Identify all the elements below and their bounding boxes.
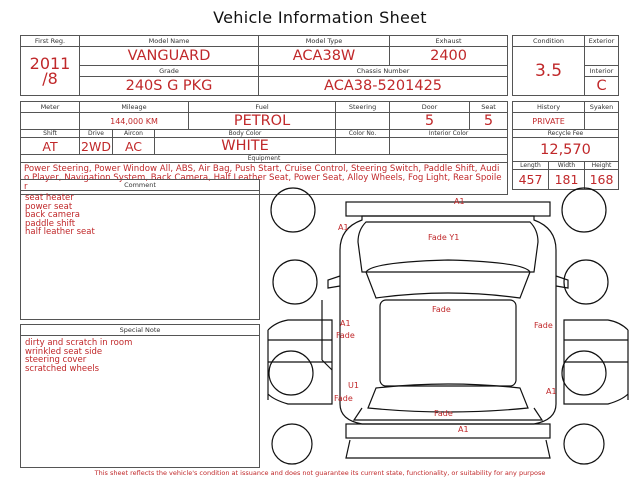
first-reg-month: /8 [42,69,58,88]
mark-right-rear: A1 [546,387,557,396]
special-note-label: Special Note [21,325,259,336]
drive-value: 2WD [81,138,111,154]
mark-left-rear: U1 [348,381,359,390]
aircon-label: Aircon [113,130,155,138]
first-reg-label: First Reg. [21,36,80,47]
wheel-front-left [271,188,315,232]
list-item: scratched wheels [25,363,100,374]
mileage-label: Mileage [80,102,189,113]
history-label: History [513,102,585,113]
recycle-fee-value: 12,570 [513,138,619,162]
condition-label: Condition [513,36,585,47]
mark-front-bumper: A1 [454,197,465,206]
syaken-value [585,113,619,130]
seat-value: 5 [470,113,508,130]
width-value: 181 [549,170,585,190]
mark-roof: Fade [432,305,451,314]
list-item: dirty and scratch in room [25,338,133,348]
list-item: back camera [25,210,80,221]
body-color-value: WHITE [155,138,336,155]
meter-value [21,113,80,130]
grade-label: Grade [80,66,259,77]
grade-value: 240S G PKG [80,77,259,96]
list-item: paddle shift [25,218,76,229]
footer-disclaimer: This sheet reflects the vehicle's condition at issuance and does not guarantee its current state, functionality, or suitability for any purpose [94,469,546,477]
body-color-label: Body Color [155,130,336,138]
comment-box [20,179,260,320]
model-name-value: VANGUARD [80,47,259,66]
width-label: Width [549,162,585,170]
wheel-mid-left [273,260,317,304]
meter-label: Meter [21,102,80,113]
list-item: steering cover [25,355,87,366]
model-type-value: ACA38W [259,47,390,66]
car-body-outline [340,216,556,424]
mark-left-door-2: Fade [336,331,355,340]
wheel-mid-right [564,260,608,304]
car-damage-diagram [262,180,634,466]
door-label: Door [390,102,470,113]
first-reg-value [21,47,80,96]
height-value: 168 [585,170,619,190]
interior-label: Interior [585,66,619,77]
seat-label: Seat [470,102,508,113]
spare-wheel-left [272,424,312,464]
rear-bumper-outline [346,424,550,438]
list-item: half leather seat [25,227,95,238]
interior-color-value [390,138,508,155]
chassis-number-value: ACA38-5201425 [259,77,508,96]
steering-label: Steering [336,102,390,113]
exterior-value [585,47,619,66]
comment-list [25,194,259,237]
condition-grid [512,35,619,190]
shift-value: AT [21,138,80,155]
exterior-label: Exterior [585,36,619,47]
mileage-value: 144,000 KM [80,113,189,130]
right-mirror [556,276,568,288]
drive-label: Drive [80,130,113,138]
chassis-number-label: Chassis Number [259,66,508,77]
condition-value: 3.5 [513,47,585,96]
list-item: seat heater [25,193,74,203]
mark-left-door: A1 [340,319,351,328]
color-no-label: Color No. [336,130,390,138]
door-value: 5 [390,113,470,130]
comment-label: Comment [21,180,259,191]
vehicle-info-grid [20,35,508,195]
fuel-value: PETROL [189,113,336,130]
front-bumper-outline [346,202,550,216]
mark-rear-bumper: A1 [458,425,469,434]
equipment-value: Power Steering, Power Window All, ABS, Air Bag, Push Start, Cruise Control, Steering Switch, Paddle Shift, Audio Player, Navigation System, Back Camera, Half Leather Seat, Power Seat, Alloy Wheels, Fog Light, Rear Spoiler [21,163,508,195]
mark-right-door: Fade [534,321,553,330]
special-note-list [25,339,259,373]
wheel-front-right [562,188,606,232]
height-label: Height [585,162,619,170]
first-reg-year: 2011 [29,54,71,73]
interior-value: C [585,77,619,96]
wheel-rear-left [269,351,313,395]
exhaust-label: Exhaust [390,36,508,47]
aircon-value: AC [113,138,155,155]
color-no-value [336,138,390,155]
mark-rear: Fade [434,409,453,418]
steering-value [336,113,390,130]
windshield-outline [366,260,530,298]
wheel-rear-right [562,351,606,395]
mark-hood: Fade Y1 [428,233,460,242]
rear-window-outline [368,384,528,412]
interior-color-label: Interior Color [390,130,508,138]
shift-label: Shift [21,130,80,138]
spare-wheel-right [564,424,604,464]
recycle-fee-label: Recycle Fee [513,130,619,138]
list-item: power seat [25,201,73,212]
page-title: Vehicle Information Sheet [213,8,427,27]
left-mirror [328,276,340,288]
model-type-label: Model Type [259,36,390,47]
special-note-box [20,324,260,468]
length-value: 457 [513,170,549,190]
mark-left-rear-2: Fade [334,394,353,403]
fuel-label: Fuel [189,102,336,113]
list-item: wrinkled seat side [25,346,103,357]
length-label: Length [513,162,549,170]
syaken-label: Syaken [585,102,619,113]
mark-front-left: A1 [338,223,349,232]
model-name-label: Model Name [80,36,259,47]
exhaust-value: 2400 [390,47,508,66]
history-value: PRIVATE [513,113,585,130]
equipment-label: Equipment [21,155,508,163]
